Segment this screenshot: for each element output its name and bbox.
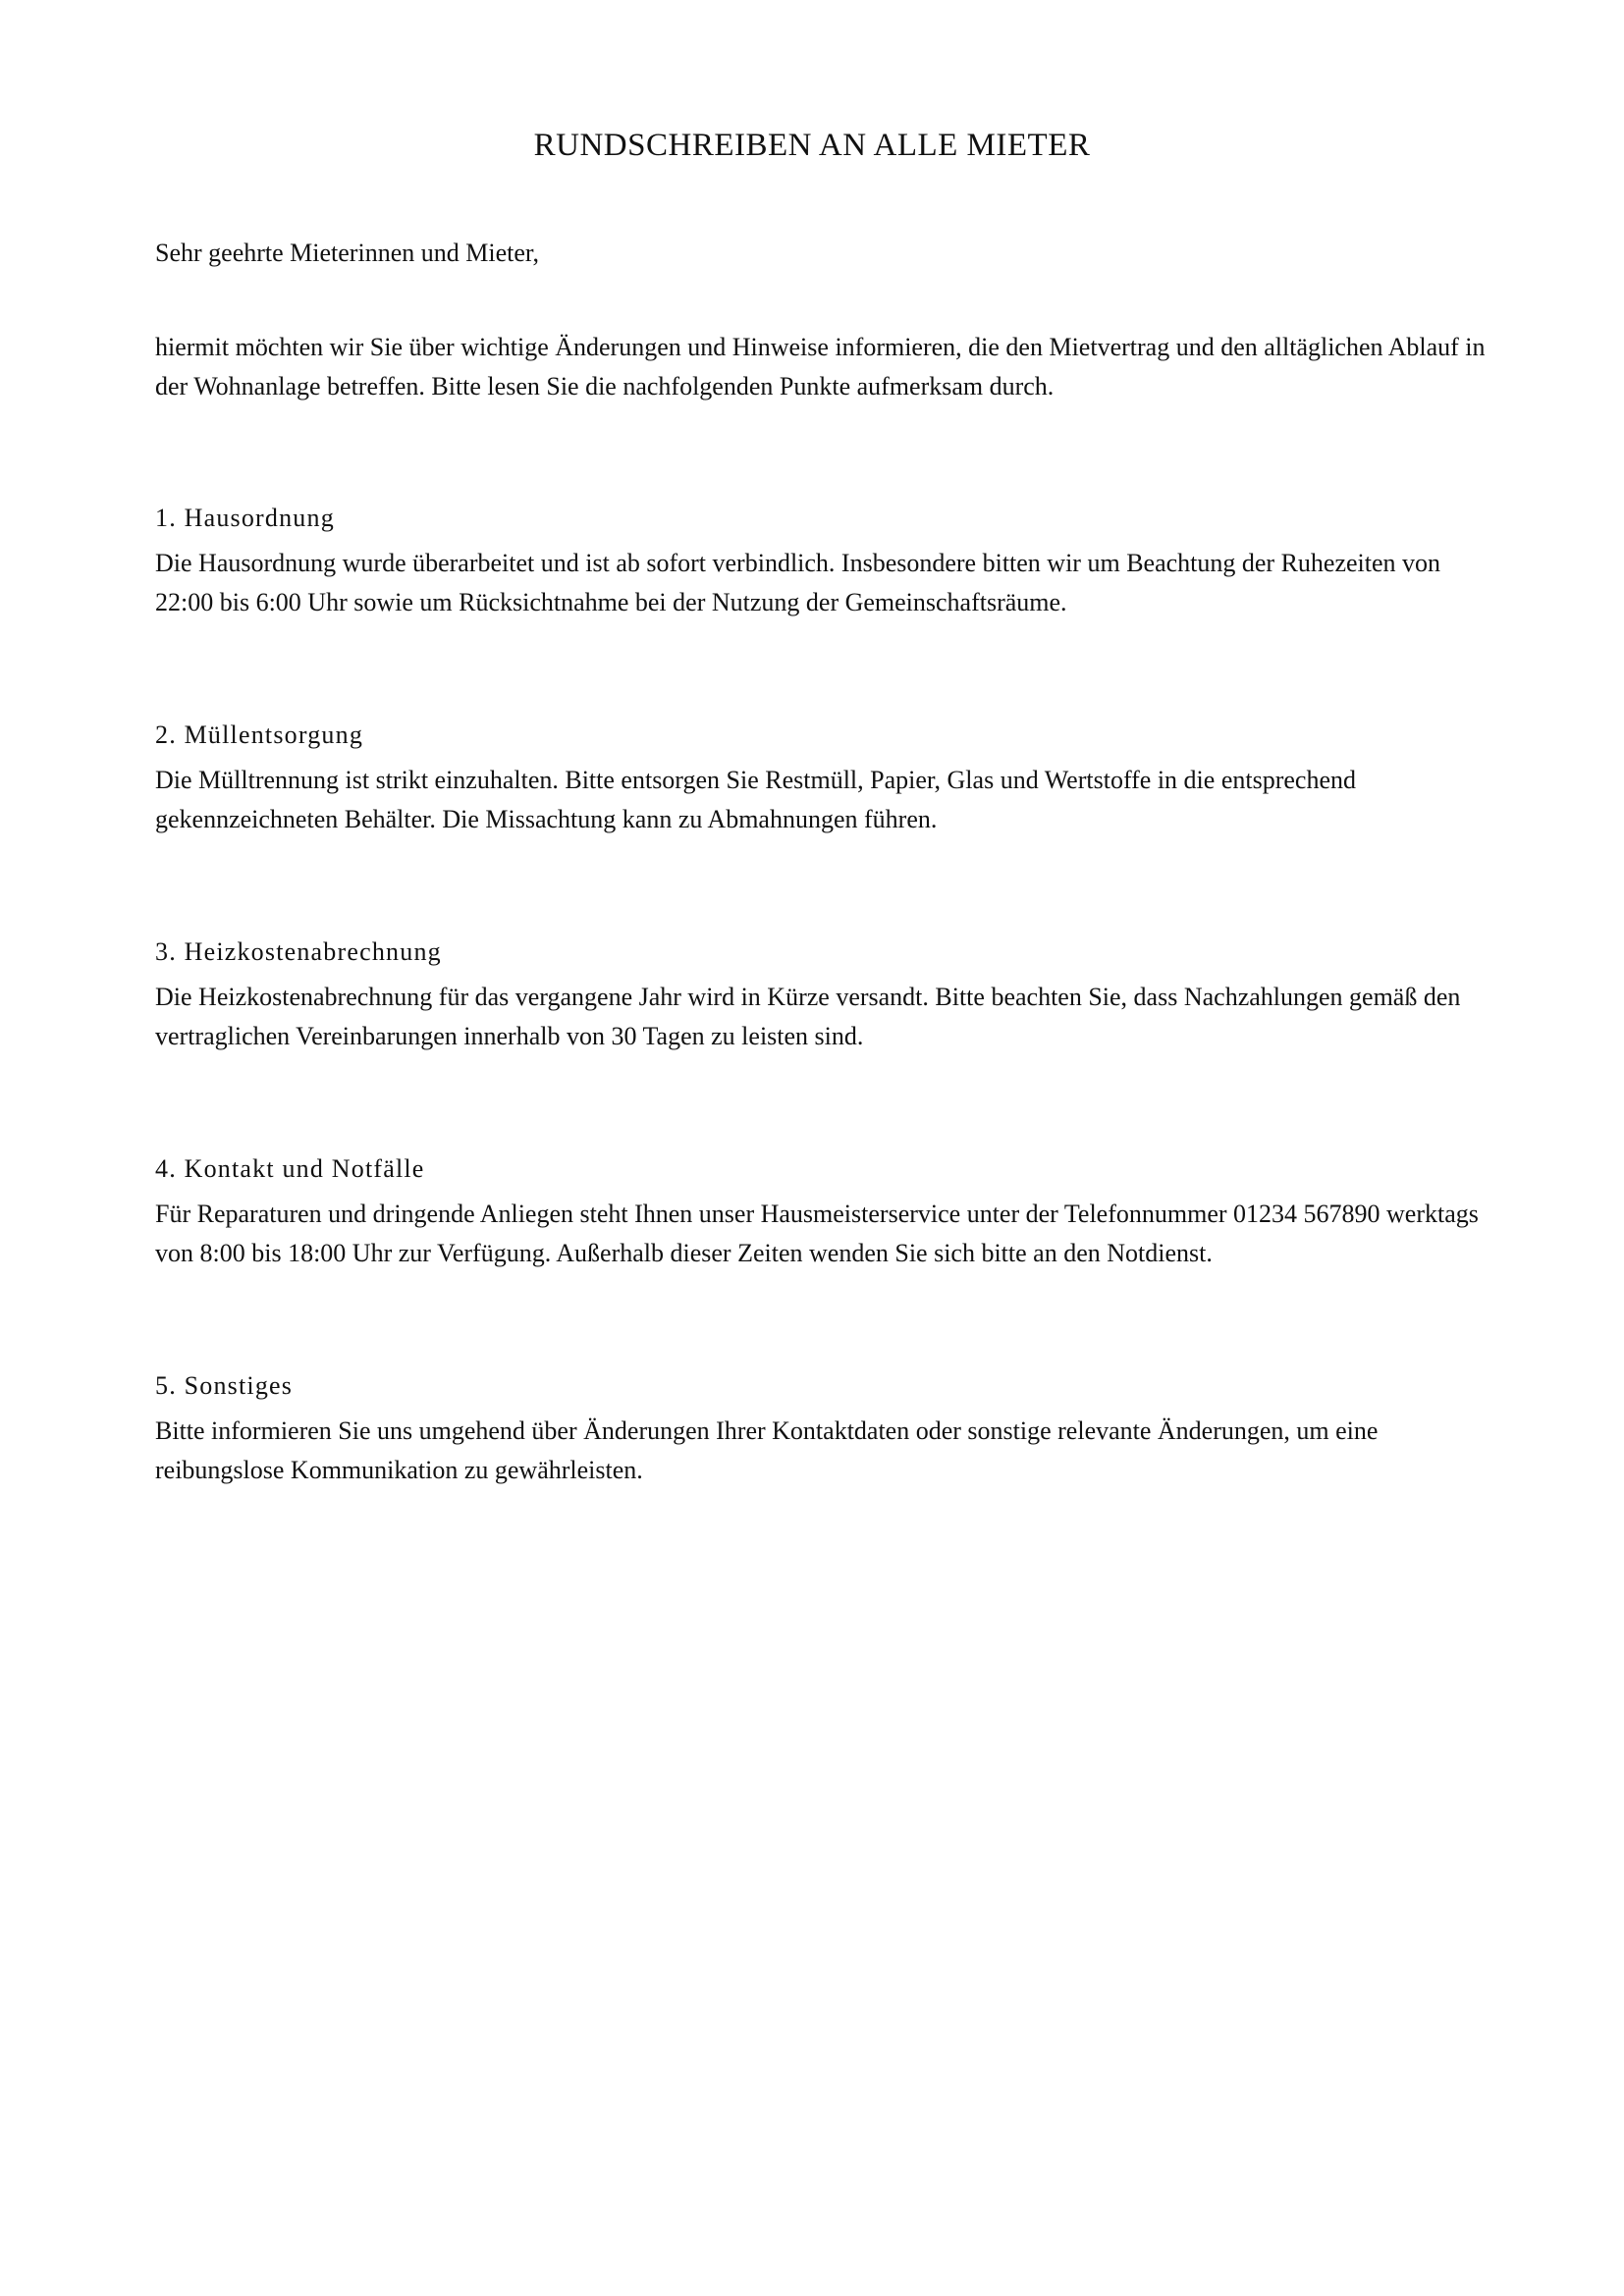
intro-paragraph: hiermit möchten wir Sie über wichtige Änderungen und Hinweise informieren, die den Mietvertrag und den alltäglichen Ablauf in der Wohnanlage betreffen. Bitte lesen Sie die nachfolgenden Punkte aufmerksam durch.	[155, 333, 1486, 400]
section-heading-sonstiges: 5. Sonstiges	[155, 1371, 294, 1400]
section-body-muellentsorgung: Die Mülltrennung ist strikt einzuhalten. Bitte entsorgen Sie Restmüll, Papier, Glas und Wertstoffe in die entsprechend gekennzeichneten Behälter. Die Missachtung kann zu Abmahnungen führen.	[155, 766, 1356, 833]
section-heading-kontakt-notfaelle: 4. Kontakt und Notfälle	[155, 1154, 425, 1183]
section-body-hausordnung: Die Hausordnung wurde überarbeitet und ist ab sofort verbindlich. Insbesondere bitten wir um Beachtung der Ruhezeiten von 22:00 bis 6:00 Uhr sowie um Rücksichtnahme bei der Nutzung der Gemeinschaftsräume.	[155, 549, 1441, 616]
section-heading-heizkostenabrechnung: 3. Heizkostenabrechnung	[155, 937, 442, 966]
section-body-sonstiges: Bitte informieren Sie uns umgehend über Änderungen Ihrer Kontaktdaten oder sonstige relevante Änderungen, um eine reibungslose Kommunikation zu gewährleisten.	[155, 1416, 1379, 1484]
document-title: RUNDSCHREIBEN AN ALLE MIETER	[533, 128, 1091, 163]
section-body-kontakt-notfaelle: Für Reparaturen und dringende Anliegen steht Ihnen unser Hausmeisterservice unter der Telefonnummer 01234 567890 werktags von 8:00 bis 18:00 Uhr zur Verfügung. Außerhalb dieser Zeiten wenden Sie sich bitte an den Notdienst.	[155, 1200, 1479, 1267]
salutation: Sehr geehrte Mieterinnen und Mieter,	[155, 239, 539, 267]
section-body-heizkostenabrechnung: Die Heizkostenabrechnung für das vergangene Jahr wird in Kürze versandt. Bitte beachten Sie, dass Nachzahlungen gemäß den vertraglichen Vereinbarungen innerhalb von 30 Tagen zu leisten sind.	[155, 983, 1461, 1050]
section-heading-muellentsorgung: 2. Müllentsorgung	[155, 721, 364, 749]
section-heading-hausordnung: 1. Hausordnung	[155, 504, 335, 532]
